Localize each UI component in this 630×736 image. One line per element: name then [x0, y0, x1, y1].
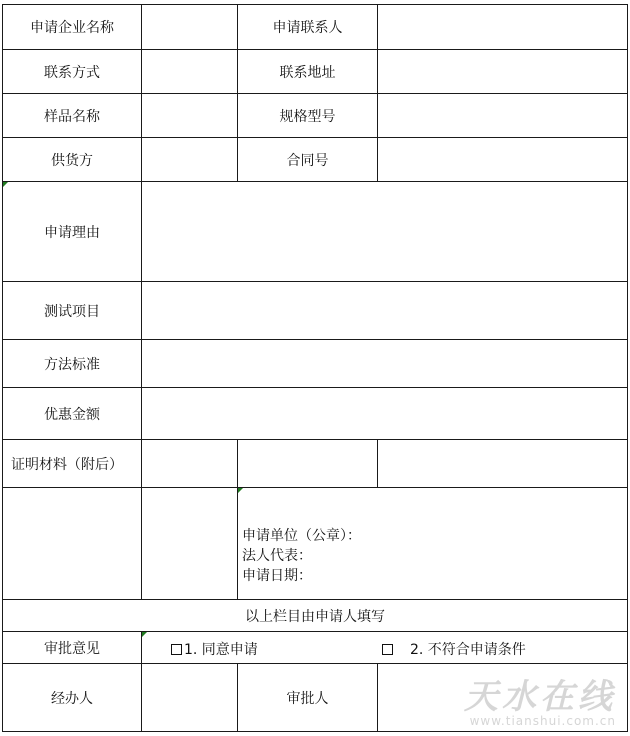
site-watermark [464, 669, 616, 728]
company-name-value[interactable] [142, 4, 238, 50]
contact-method-label: 联系方式 [2, 50, 142, 94]
proof-materials-value-1[interactable] [142, 440, 238, 488]
contract-number-label: 合同号 [238, 138, 378, 182]
legal-representative: 法人代表： [242, 548, 312, 564]
contact-person-label: 申请联系人 [238, 4, 378, 50]
signature-text [242, 526, 361, 586]
watermark-logo-text: 天水在线 [464, 677, 616, 717]
contact-person-value[interactable] [378, 4, 628, 50]
approver-label: 审批人 [238, 664, 378, 732]
reject-checkbox[interactable] [382, 644, 393, 655]
supplier-label: 供货方 [2, 138, 142, 182]
application-date: 申请日期： [242, 568, 312, 584]
handler-label: 经办人 [2, 664, 142, 732]
applicant-unit-seal: 申请单位（公章）： [242, 528, 361, 544]
discount-amount-label: 优惠金额 [2, 388, 142, 440]
supplier-value[interactable] [142, 138, 238, 182]
test-items-value[interactable] [142, 282, 628, 340]
method-standard-value[interactable] [142, 340, 628, 388]
reject-option-label: 2. 不符合申请条件 [410, 642, 526, 658]
test-items-label: 测试项目 [2, 282, 142, 340]
reject-option[interactable] [382, 639, 526, 659]
approve-checkbox[interactable] [171, 644, 182, 655]
contract-number-value[interactable] [378, 138, 628, 182]
contact-address-label: 联系地址 [238, 50, 378, 94]
method-standard-label: 方法标准 [2, 340, 142, 388]
approve-option[interactable] [171, 639, 258, 659]
handler-value[interactable] [142, 664, 238, 732]
discount-amount-value[interactable] [142, 388, 628, 440]
approve-option-label: 1. 同意申请 [184, 642, 258, 658]
sample-name-value[interactable] [142, 94, 238, 138]
signature-blank-2 [142, 488, 238, 600]
approval-opinion-label: 审批意见 [2, 632, 142, 664]
contact-method-value[interactable] [142, 50, 238, 94]
watermark-url: www.tianshui.com.cn [469, 714, 616, 728]
contact-address-value[interactable] [378, 50, 628, 94]
signature-blank-1 [2, 488, 142, 600]
reason-label: 申请理由 [2, 182, 142, 282]
model-spec-value[interactable] [378, 94, 628, 138]
company-name-label: 申请企业名称 [2, 4, 142, 50]
sample-name-label: 样品名称 [2, 94, 142, 138]
proof-materials-value-2[interactable] [238, 440, 378, 488]
model-spec-label: 规格型号 [238, 94, 378, 138]
reason-value[interactable] [142, 182, 628, 282]
applicant-fill-note: 以上栏目由申请人填写 [2, 600, 628, 632]
proof-materials-label: 证明材料（附后） [2, 440, 142, 488]
proof-materials-value-3[interactable] [378, 440, 628, 488]
